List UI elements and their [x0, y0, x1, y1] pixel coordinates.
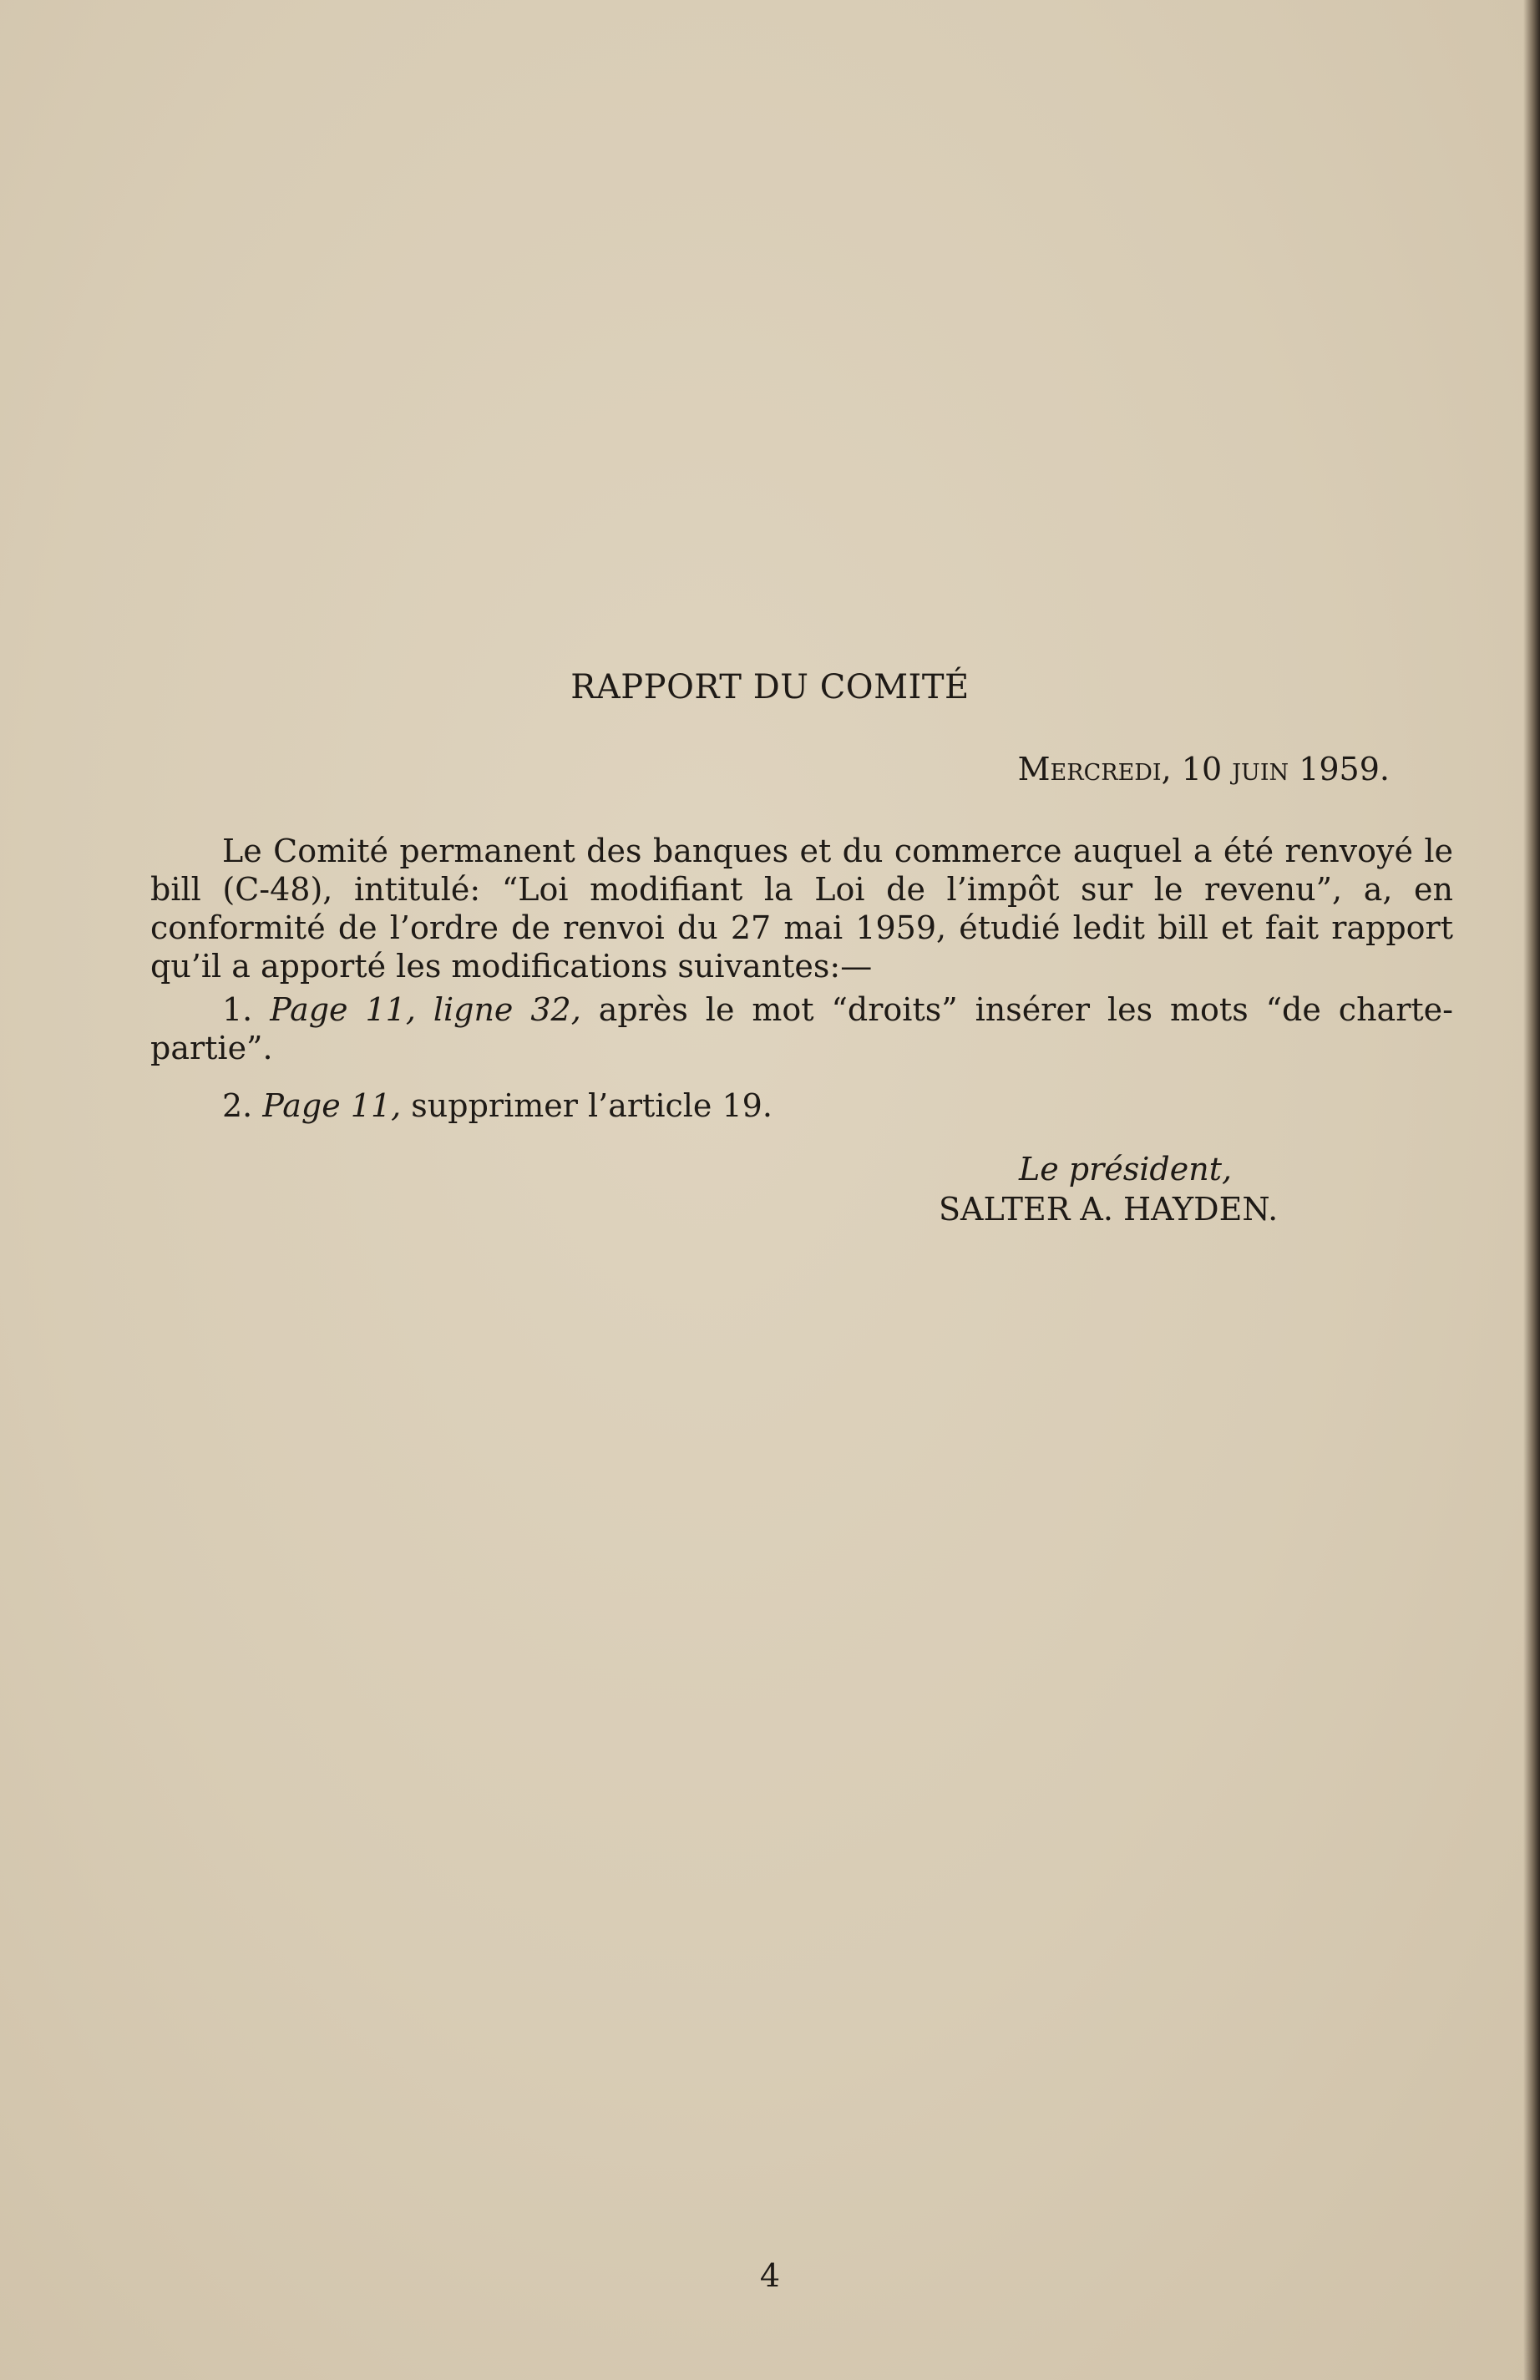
signature-name: SALTER A. HAYDEN.	[939, 1191, 1279, 1228]
signature-block	[939, 1149, 1278, 1229]
item-text: supprimer l’article 19.	[411, 1087, 773, 1124]
item-text: après le mot “droits” insérer les mots “de charte-partie”.	[150, 991, 1453, 1066]
item-number: 1.	[222, 991, 253, 1028]
date-month: juin	[1232, 751, 1289, 787]
modification-item-2	[150, 1086, 1453, 1125]
date-day: 10	[1181, 751, 1223, 787]
report-title: RAPPORT DU COMITÉ	[570, 668, 970, 706]
date-weekday: Mercredi	[1017, 751, 1162, 787]
signature-role: Le président,	[1019, 1151, 1233, 1187]
report-date: Mercredi, 10 juin 1959.	[1017, 751, 1390, 787]
item-reference: Page 11, ligne 32,	[270, 991, 581, 1028]
item-reference: Page 11,	[262, 1087, 402, 1124]
modification-item-1	[150, 990, 1453, 1067]
report-paragraph: Le Comité permanent des banques et du commerce auquel a été renvoyé le bill (C-48), intitulé: “Loi modifiant la Loi de l’impôt sur le revenu”, a, en conformité de l’ordre de renvoi du 27 mai 1959, étudié ledit bill et fait rapport qu’il a apporté les modifications suivantes:—	[150, 833, 1453, 985]
page-edge-shadow	[1523, 0, 1540, 2380]
date-year: 1959.	[1299, 751, 1390, 787]
page-number: 4	[759, 2257, 781, 2294]
item-number: 2.	[222, 1087, 253, 1124]
